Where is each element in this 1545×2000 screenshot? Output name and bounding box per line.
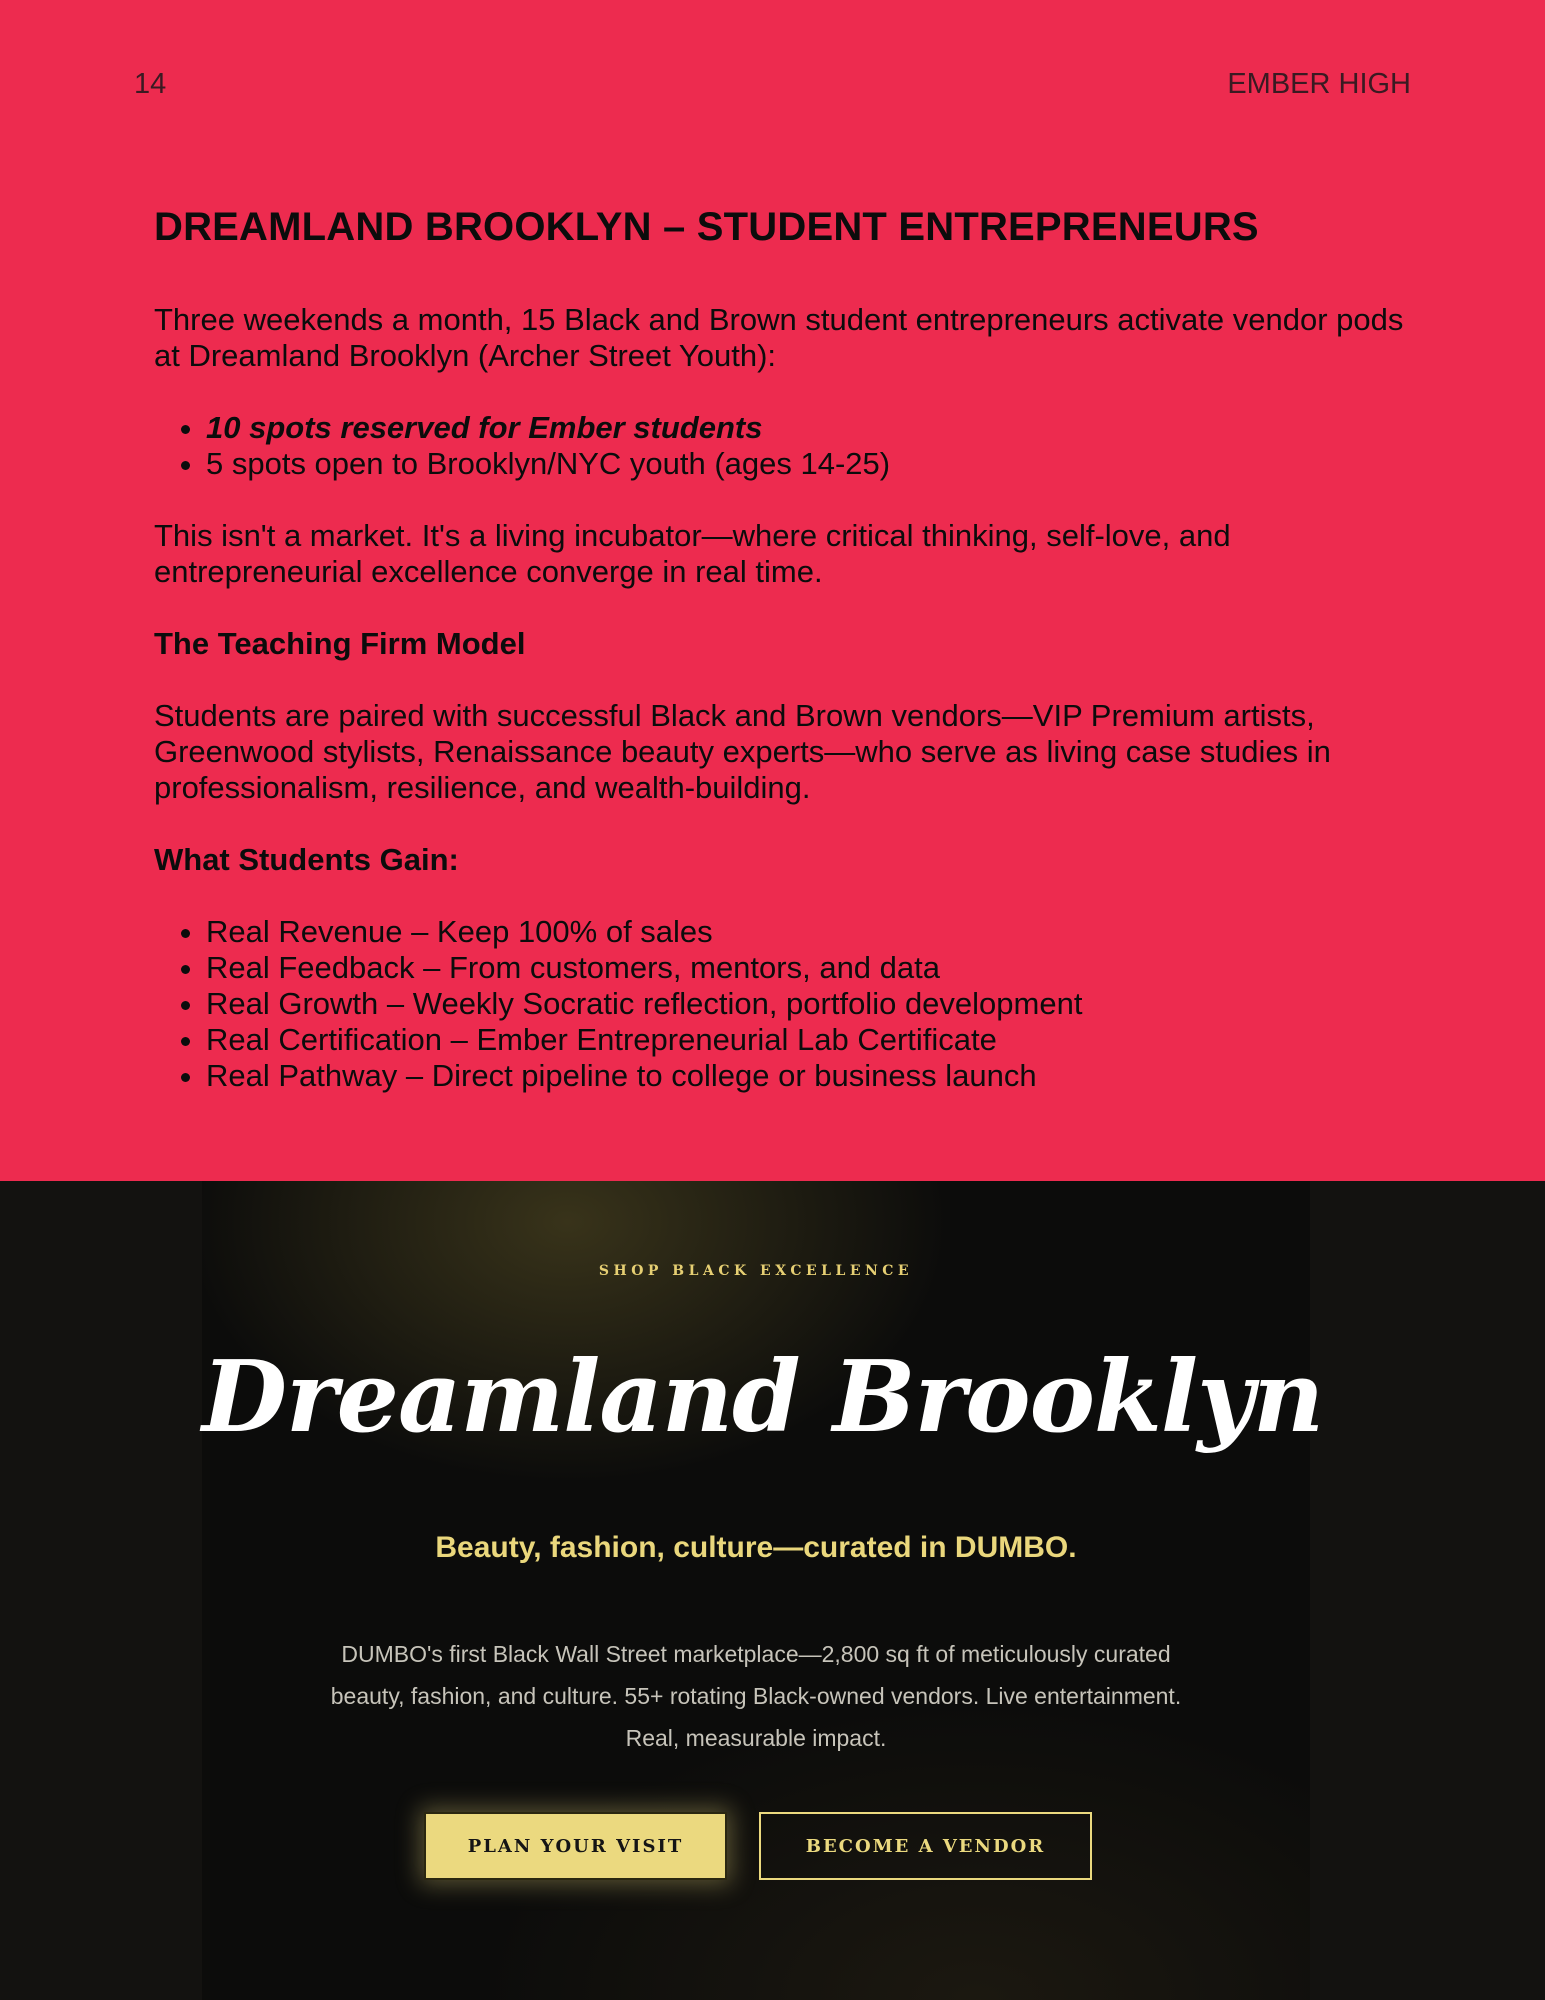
list-item: • 10 spots reserved for Ember students [206, 410, 1414, 446]
model-heading: The Teaching Firm Model [154, 626, 526, 661]
hero-tagline: Beauty, fashion, culture—curated in DUMBO. [435, 1531, 1077, 1564]
brand-name: EMBER HIGH [1227, 68, 1411, 100]
list-item: • Real Certification – Ember Entrepreneurial Lab Certificate [206, 1022, 1414, 1058]
become-vendor-button[interactable]: BECOME A VENDOR [759, 1812, 1092, 1880]
article-body [154, 202, 1414, 1130]
list-item: • Real Growth – Weekly Socratic reflection, portfolio development [206, 986, 1414, 1022]
hero-description: DUMBO's first Black Wall Street marketplace—2,800 sq ft of meticulously curated beauty, fashion, and culture. 55+ rotating Black-owned vendors. Live entertainment. Real, measurable impact. [330, 1641, 1182, 1751]
list-item: • Real Pathway – Direct pipeline to college or business launch [206, 1058, 1414, 1094]
gains-list [154, 914, 1414, 1094]
article-title: DREAMLAND BROOKLYN – STUDENT ENTREPRENEURS [154, 205, 1259, 249]
plan-visit-button[interactable]: PLAN YOUR VISIT [424, 1812, 727, 1880]
hero-screenshot [202, 1181, 1324, 2000]
gains-heading: What Students Gain: [154, 842, 459, 877]
incubator-paragraph: This isn't a market. It's a living incubator—where critical thinking, self-love, and entrepreneurial excellence converge in real time. [154, 518, 1231, 589]
page-number: 14 [134, 68, 167, 100]
hero-title: Dreamland Brooklyn [202, 1340, 1324, 1455]
intro-paragraph: Three weekends a month, 15 Black and Brown student entrepreneurs activate vendor pods at Dreamland Brooklyn (Archer Street Youth): [154, 302, 1404, 373]
model-paragraph: Students are paired with successful Black and Brown vendors—VIP Premium artists, Greenwood stylists, Renaissance beauty experts—who serve as living case studies in professionalism, resilience, and wealth-building. [154, 698, 1331, 805]
list-item: • Real Feedback – From customers, mentors, and data [206, 950, 1414, 986]
list-item: • 5 spots open to Brooklyn/NYC youth (ages 14-25) [206, 446, 1414, 482]
spots-list [154, 410, 1414, 482]
hero-section-backdrop [0, 1181, 1545, 2000]
list-item: • Real Revenue – Keep 100% of sales [206, 914, 1414, 950]
hero-eyebrow: SHOP BLACK EXCELLENCE [598, 1263, 914, 1279]
